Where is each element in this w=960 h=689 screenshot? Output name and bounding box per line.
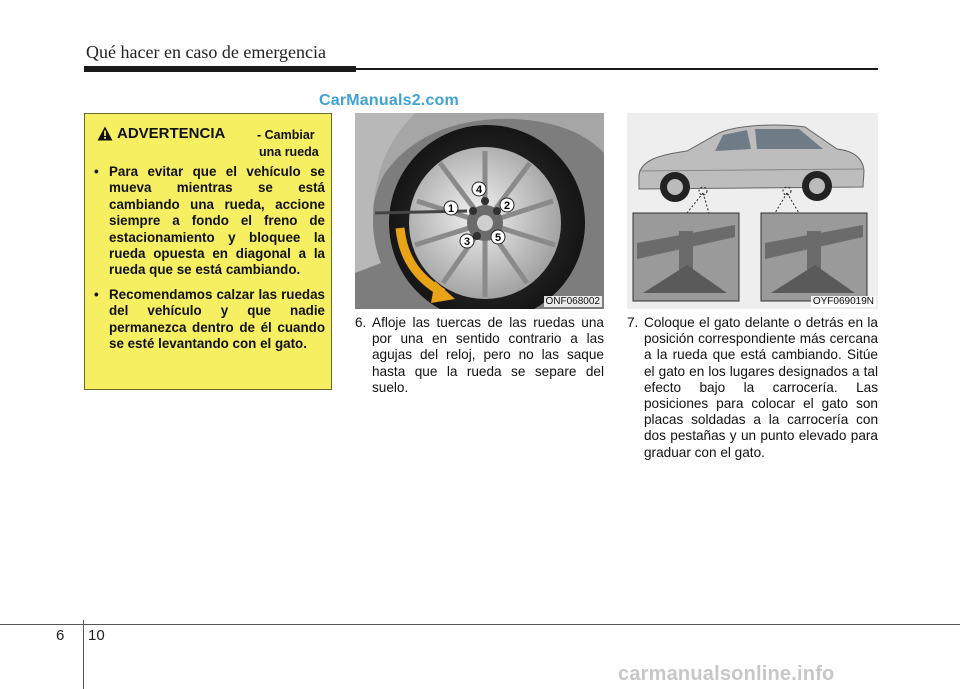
nut-label-2: 2 [503, 200, 511, 212]
watermark-carmanualsonline[interactable]: carmanualsonline.info [618, 663, 835, 685]
footer-rule-vertical [83, 620, 84, 689]
chapter-number: 6 [56, 627, 65, 644]
header-rule-thin [356, 68, 878, 70]
watermark-carmanuals2[interactable]: CarManuals2.com [319, 92, 459, 109]
figure-code: OYF069019N [812, 296, 874, 307]
wheel-lug-nuts-figure [355, 113, 604, 309]
step-6 [355, 315, 604, 396]
warning-box [84, 113, 332, 390]
warning-list [93, 164, 325, 360]
nut-label-5: 5 [494, 232, 502, 244]
warning-item: • Para evitar que el vehículo se mueva mientras se está cambiando una rueda, accione siempre a fondo el freno de estacionamiento y bloquee la rueda opuesta en diagonal a la rueda que se está cambiando. [93, 164, 325, 279]
warning-subtitle-line1: - Cambiar [257, 128, 315, 142]
page-number: 10 [88, 627, 105, 644]
step-text: Coloque el gato delante o detrás en la posición correspondiente más cercana a la rueda que está cambiando. Sitúe el gato en los lugares designados a tal efecto bajo la carrocería. Las posiciones para colocar el gato son placas soldadas a la carrocería con dos pestañas y un punto elevado para graduar con el gato. [644, 315, 878, 460]
warning-title: ADVERTENCIA [117, 125, 226, 142]
nut-label-1: 1 [447, 203, 455, 215]
header-rule-thick [84, 66, 356, 72]
warning-subtitle-line2: una rueda [259, 145, 319, 159]
warning-triangle-icon [97, 126, 113, 141]
footer-rule-horizontal [0, 624, 960, 625]
step-text: Afloje las tuercas de las ruedas una por una en sentido contrario a las agujas del reloj, pero no las saque hasta que la rueda se separe del suelo. [372, 315, 604, 395]
step-number: 7. [627, 315, 639, 330]
car-jack-points-figure [627, 113, 878, 309]
warning-item: • Recomendamos calzar las ruedas del vehículo y que nadie permanezca dentro de él cuando se esté levantando con el gato. [93, 287, 325, 353]
figure-code: ONF068002 [545, 296, 600, 307]
nut-label-4: 4 [475, 184, 483, 196]
step-7 [627, 315, 878, 461]
page-header-title: Qué hacer en caso de emergencia [86, 42, 327, 62]
step-number: 6. [355, 315, 367, 330]
car-illustration [627, 113, 878, 309]
nut-label-3: 3 [463, 236, 471, 248]
wheel-illustration [355, 113, 604, 309]
